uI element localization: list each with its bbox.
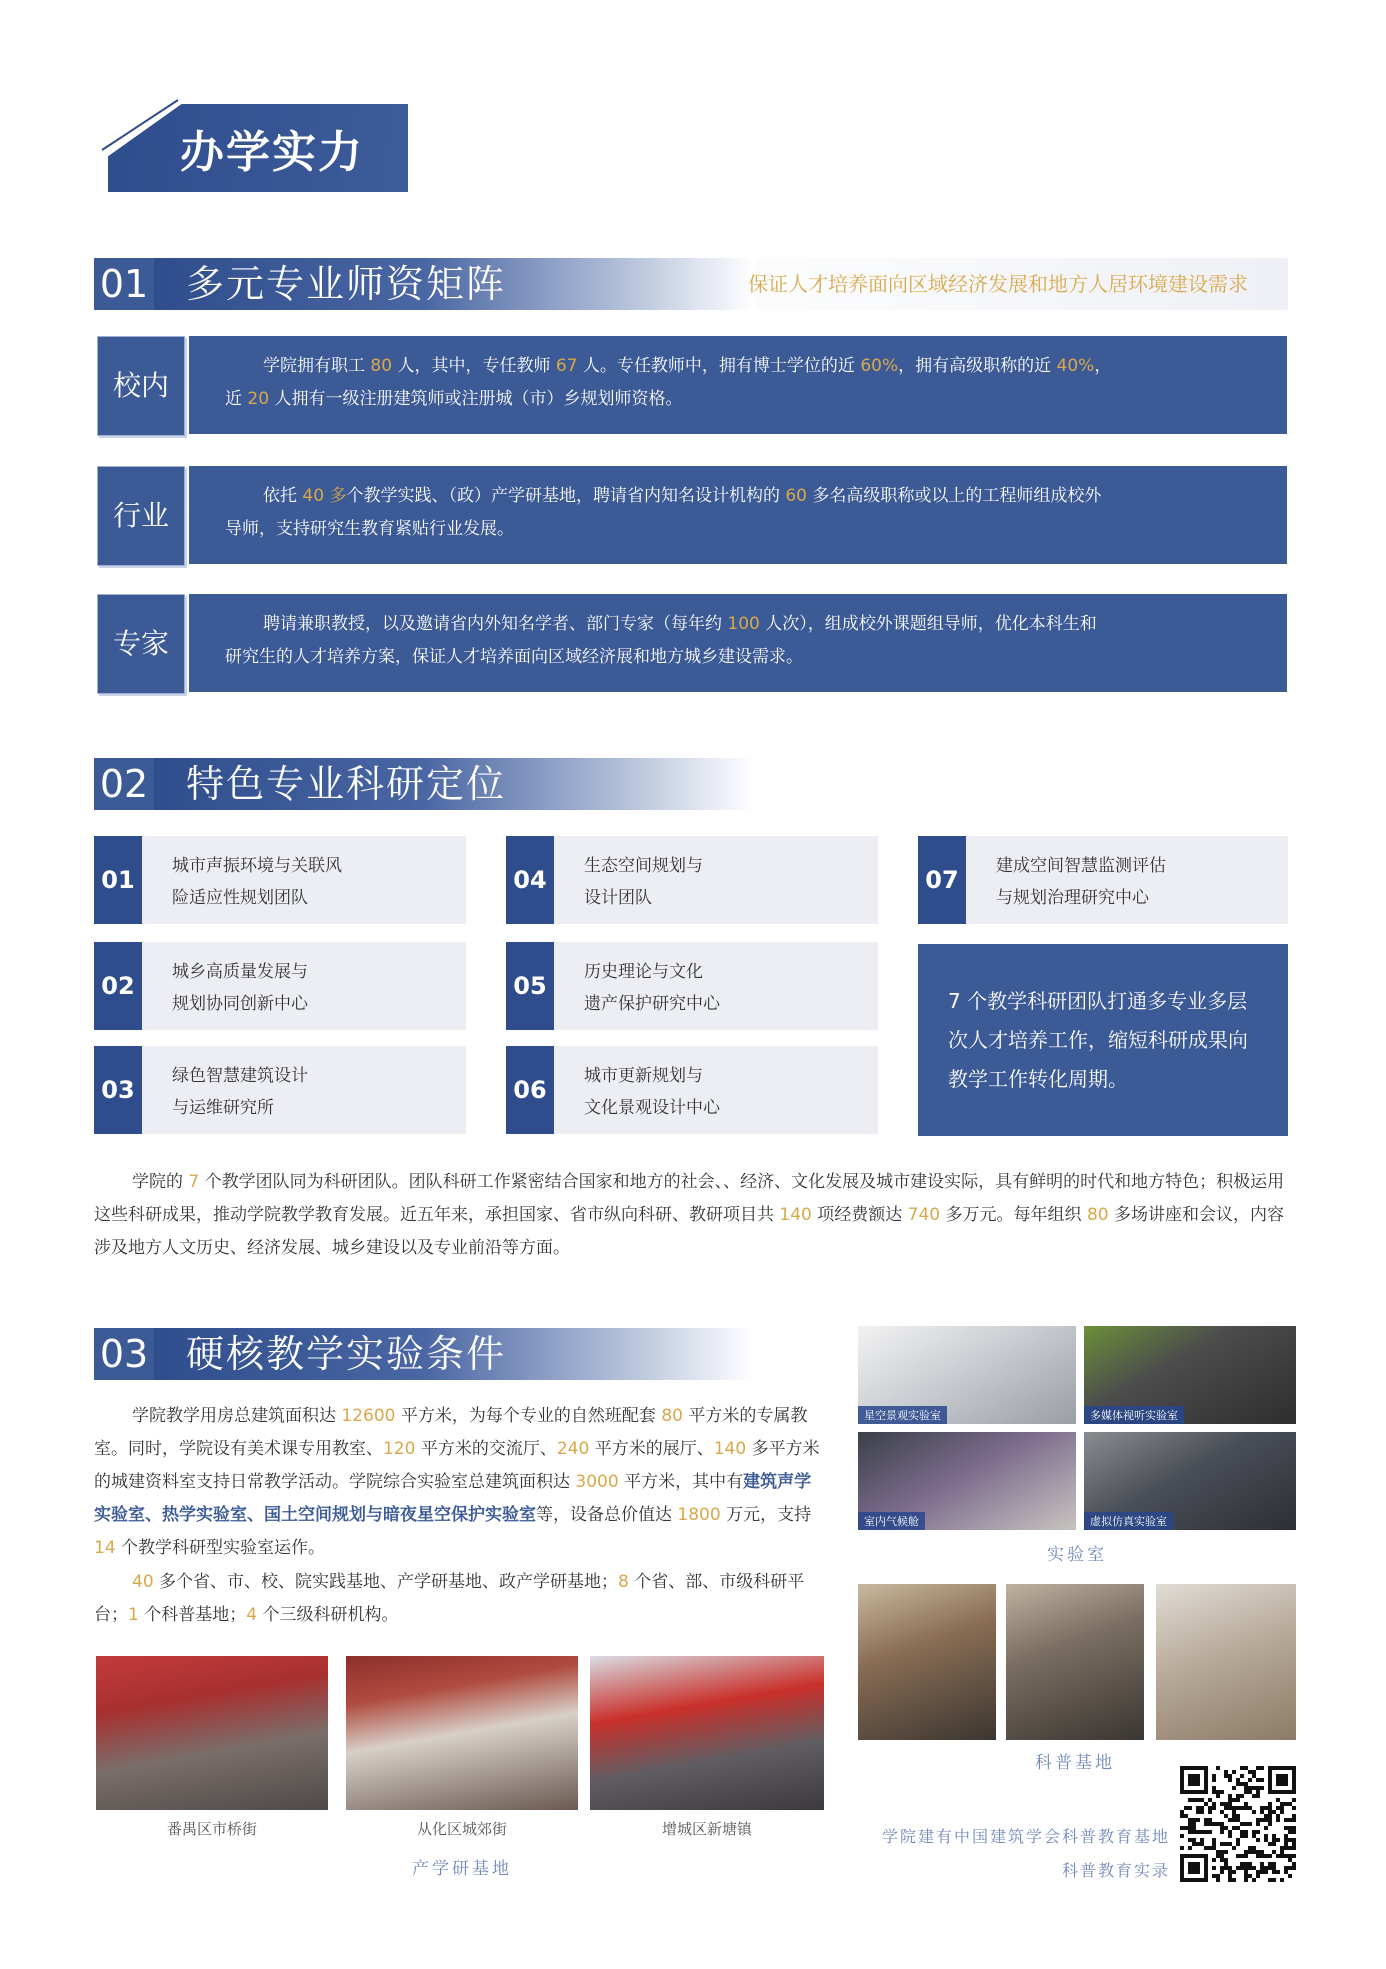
base-photo-panyu — [96, 1656, 328, 1810]
highlight-figure: 80 — [1086, 1205, 1109, 1225]
research-team-name: 建成空间智慧监测评估 与规划治理研究中心 — [996, 856, 1166, 908]
text-segment: 个科普基地； — [138, 1605, 247, 1625]
base-caption-panyu: 番禺区市桥街 — [166, 1820, 257, 1838]
highlight-figure: 80 — [661, 1406, 683, 1426]
popsci-group-caption: 科普基地 — [1035, 1753, 1115, 1773]
research-team-name: 绿色智慧建筑设计 与运维研究所 — [172, 1066, 308, 1118]
text-segment: 学院教学用房总建筑面积达 — [132, 1406, 342, 1426]
highlight-figure: 120 — [383, 1439, 416, 1459]
text-segment: 平方米的展厅、 — [589, 1439, 714, 1459]
section2-header — [94, 758, 694, 810]
text-segment: 依托 — [263, 486, 303, 506]
highlight-figure: 40% — [1056, 356, 1095, 376]
text-segment: 等，设备总价值达 — [536, 1505, 678, 1525]
research-team-number: 03 — [94, 1046, 142, 1134]
faculty-row-label: 专家 — [97, 594, 185, 694]
section2-paragraph — [94, 1166, 1290, 1265]
highlight-figure: 3000 — [575, 1472, 619, 1492]
text-segment: 万元，支持 — [720, 1505, 812, 1525]
highlight-figure: 67 — [555, 356, 578, 376]
highlight-figure: 60 — [785, 486, 807, 506]
highlight-figure: 8 — [618, 1572, 629, 1592]
research-team-number: 06 — [506, 1046, 554, 1134]
text-segment: 个省、部、市级科研平台； — [94, 1572, 805, 1625]
text-segment: 人，其中，专任教师 — [392, 356, 556, 376]
lab-photo-virtual — [1084, 1432, 1296, 1530]
highlight-figure: 12600 — [341, 1406, 396, 1426]
text-segment: 多个省、市、校、院实践基地、产学研基地、政产学研基地； — [153, 1572, 619, 1592]
text-segment: 多名高级职称或以上的工程师组成校外 — [807, 486, 1102, 506]
text-segment: 学院的 — [132, 1172, 189, 1192]
highlight-figure: 20 — [247, 389, 270, 409]
lab-label-climate: 室内气候舱 — [858, 1512, 925, 1530]
research-team-card — [94, 1046, 466, 1134]
section1-title: 多元专业师资矩阵 — [186, 262, 507, 306]
text-segment: 导师，支持研究生教育紧贴行业发展。 — [225, 519, 514, 539]
research-team-number: 07 — [918, 836, 966, 924]
section1-slogan: 保证人才培养面向区域经济发展和地方人居环境建设需求 — [748, 272, 1248, 296]
base-caption-zengcheng: 增城区新塘镇 — [661, 1820, 752, 1838]
section2-number: 02 — [94, 758, 154, 810]
teams-summary-note: 7 个教学科研团队打通多专业多层次人才培养工作，缩短科研成果向教学工作转化周期。 — [918, 944, 1288, 1136]
highlight-figure: 4 — [246, 1605, 258, 1625]
text-segment: 聘请兼职教授，以及邀请省内外知名学者、部门专家（每年约 — [263, 614, 728, 634]
qr-code[interactable] — [1180, 1766, 1296, 1882]
page-title-banner — [100, 98, 410, 194]
text-segment: ，拥有高级职称的近 — [898, 356, 1057, 376]
section1-header — [94, 258, 1288, 310]
text-segment: 个教学实践、（政）产学研基地，聘请省内知名设计机构的 — [346, 486, 786, 506]
section2-title: 特色专业科研定位 — [186, 762, 507, 806]
popsci-photo-1 — [858, 1584, 996, 1740]
research-team-number: 02 — [94, 942, 142, 1030]
research-team-card — [506, 942, 878, 1030]
research-team-name: 历史理论与文化 遗产保护研究中心 — [584, 962, 720, 1014]
highlight-figure: 740 — [907, 1205, 941, 1225]
text-segment: 平方米，其中有 — [618, 1472, 744, 1492]
highlight-figure: 240 — [556, 1439, 590, 1459]
section3-number: 03 — [94, 1328, 154, 1380]
highlight-figure: 40 多 — [302, 486, 347, 506]
base-photo-zengcheng — [590, 1656, 824, 1810]
text-segment: 个三级科研机构。 — [257, 1605, 399, 1625]
highlight-figure: 建筑声学实验室、热学实验室、国土空间规划与暗夜星空保护实验室 — [94, 1472, 812, 1525]
base-photo-conghua — [346, 1656, 578, 1810]
text-segment: 项经费额达 — [811, 1205, 908, 1225]
highlight-figure: 80 — [370, 356, 393, 376]
labs-group-caption: 实验室 — [1047, 1545, 1107, 1565]
highlight-figure: 1800 — [677, 1505, 721, 1525]
research-team-number: 04 — [506, 836, 554, 924]
section3-paragraph-2 — [94, 1566, 824, 1632]
faculty-row-label: 行业 — [97, 466, 185, 566]
lab-photo-multimedia — [1084, 1326, 1296, 1424]
research-team-card — [918, 836, 1288, 924]
popsci-photo-2 — [1006, 1584, 1144, 1740]
highlight-figure: 60% — [860, 356, 899, 376]
research-team-card — [506, 836, 878, 924]
faculty-row — [97, 336, 1287, 436]
research-team-name: 生态空间规划与 设计团队 — [584, 856, 703, 908]
research-team-number: 05 — [506, 942, 554, 1030]
lab-label-virtual: 虚拟仿真实验室 — [1084, 1512, 1173, 1530]
highlight-figure: 1 — [128, 1605, 139, 1625]
qr-caption-line1: 学院建有中国建筑学会科普教育基地 — [881, 1827, 1170, 1846]
section3-header — [94, 1328, 694, 1380]
text-segment: 人拥有一级注册建筑师或注册城（市）乡规划师资格。 — [269, 389, 683, 409]
text-segment: ， — [1094, 356, 1112, 376]
base-caption-conghua: 从化区城郊街 — [416, 1820, 507, 1838]
lab-photo-climate — [858, 1432, 1076, 1530]
faculty-row-label: 校内 — [97, 336, 185, 436]
lab-label-multimedia: 多媒体视听实验室 — [1084, 1406, 1184, 1424]
research-team-card — [94, 942, 466, 1030]
highlight-figure: 14 — [94, 1538, 116, 1558]
faculty-row — [97, 594, 1287, 694]
lab-label-starry: 星空景观实验室 — [858, 1406, 947, 1424]
text-segment: 近 — [225, 389, 248, 409]
lab-photo-starry — [858, 1326, 1076, 1424]
text-segment: 人次），组成校外课题组导师，优化本科生和 — [759, 614, 1097, 634]
section1-number: 01 — [94, 258, 154, 310]
text-segment: 平方米的专属教室。同时，学院设有美术课专用教室、 — [94, 1406, 808, 1459]
section3-paragraph-1 — [94, 1400, 824, 1565]
highlight-figure: 40 — [132, 1572, 154, 1592]
text-segment: 研究生的人才培养方案，保证人才培养面向区域经济展和地方城乡建设需求。 — [225, 647, 803, 667]
faculty-row — [97, 466, 1287, 566]
section3-title: 硬核教学实验条件 — [186, 1332, 507, 1376]
research-team-card — [94, 836, 466, 924]
text-segment: 平方米，为每个专业的自然班配套 — [395, 1406, 662, 1426]
research-team-number: 01 — [94, 836, 142, 924]
research-team-name: 城市声振环境与关联风 险适应性规划团队 — [172, 856, 342, 908]
text-segment: 多万元。每年组织 — [940, 1205, 1087, 1225]
faculty-row-text — [189, 466, 1287, 564]
research-team-name: 城市更新规划与 文化景观设计中心 — [584, 1066, 720, 1118]
page-title: 办学实力 — [180, 127, 364, 178]
highlight-figure: 100 — [727, 614, 760, 634]
text-segment: 个教学科研型实验室运作。 — [115, 1538, 326, 1558]
text-segment: 多场讲座和会议，内容涉及地方人文历史、经济发展、城乡建设以及专业前沿等方面。 — [94, 1205, 1284, 1258]
bases-group-caption: 产学研基地 — [412, 1859, 512, 1879]
research-team-card — [506, 1046, 878, 1134]
faculty-row-text — [189, 336, 1287, 434]
faculty-row-text — [189, 594, 1287, 692]
research-team-name: 城乡高质量发展与 规划协同创新中心 — [172, 962, 308, 1014]
highlight-figure: 7 — [188, 1172, 200, 1192]
text-segment: 人。专任教师中，拥有博士学位的近 — [577, 356, 861, 376]
text-segment: 学院拥有职工 — [263, 356, 371, 376]
highlight-figure: 140 — [713, 1439, 747, 1459]
text-segment: 多平方米的城建资料室支持日常教学活动。学院综合实验室总建筑面积达 — [94, 1439, 820, 1492]
text-segment: 平方米的交流厅、 — [415, 1439, 557, 1459]
popsci-photo-3 — [1156, 1584, 1296, 1740]
text-segment: 个教学团队同为科研团队。团队科研工作紧密结合国家和地方的社会、、经济、文化发展及城市建设实际，具有鲜明的时代和地方特色；积极运用这些科研成果，推动学院教学教育发展。近五年来，承担国家、省市纵向科研、教研项目共 — [94, 1172, 1285, 1225]
qr-caption-line2: 科普教育实录 — [1061, 1861, 1170, 1880]
highlight-figure: 140 — [779, 1205, 812, 1225]
